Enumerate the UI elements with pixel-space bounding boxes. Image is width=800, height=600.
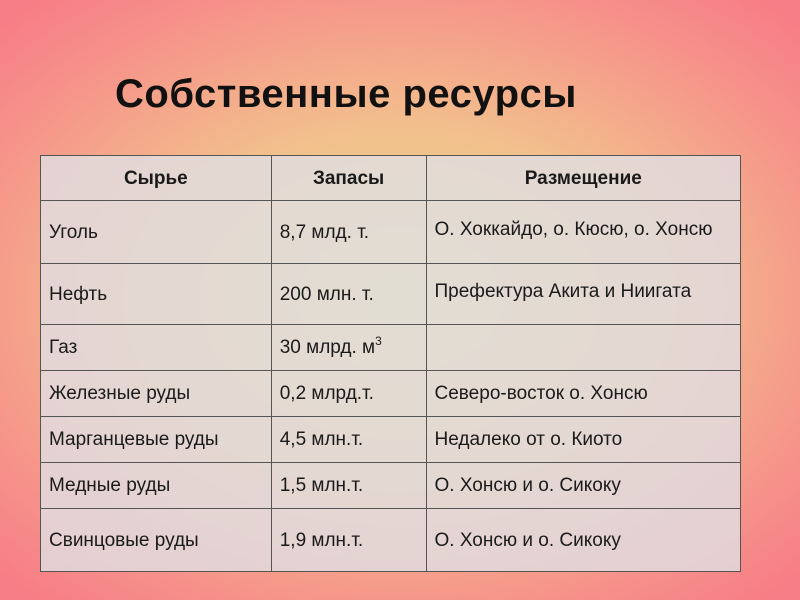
cell-location-text: О. Хоккайдо, о. Кюсю, о. Хонсю bbox=[434, 218, 713, 240]
table-row bbox=[41, 417, 741, 463]
cell-location bbox=[426, 201, 740, 264]
table-row bbox=[41, 264, 741, 325]
cell-location-text: Префектура Акита и Ниигата bbox=[434, 280, 692, 302]
cell-reserves: 0,2 млрд.т. bbox=[271, 371, 426, 417]
table-row bbox=[41, 463, 741, 509]
cell-reserves: 1,9 млн.т. bbox=[271, 509, 426, 572]
table-row bbox=[41, 509, 741, 572]
cell-resource: Марганцевые руды bbox=[41, 417, 272, 463]
cell-resource: Медные руды bbox=[41, 463, 272, 509]
header-raw-material: Сырье bbox=[41, 156, 272, 201]
table-row bbox=[41, 371, 741, 417]
cell-reserves: 1,5 млн.т. bbox=[271, 463, 426, 509]
cell-reserves-superscript: 3 bbox=[375, 334, 382, 348]
header-reserves: Запасы bbox=[271, 156, 426, 201]
cell-resource: Свинцовые руды bbox=[41, 509, 272, 572]
slide-title: Собственные ресурсы bbox=[115, 72, 577, 116]
table-header-row bbox=[41, 156, 741, 201]
cell-location: Северо-восток о. Хонсю bbox=[426, 371, 740, 417]
cell-resource: Уголь bbox=[41, 201, 272, 264]
cell-location: О. Хонсю и о. Сикоку bbox=[426, 509, 740, 572]
resources-table bbox=[40, 155, 741, 572]
cell-location bbox=[426, 325, 740, 371]
cell-resource: Нефть bbox=[41, 264, 272, 325]
cell-location bbox=[426, 264, 740, 325]
cell-location: Недалеко от о. Киото bbox=[426, 417, 740, 463]
cell-reserves: 4,5 млн.т. bbox=[271, 417, 426, 463]
cell-reserves bbox=[271, 325, 426, 371]
table-row bbox=[41, 325, 741, 371]
cell-resource: Газ bbox=[41, 325, 272, 371]
cell-resource: Железные руды bbox=[41, 371, 272, 417]
header-location: Размещение bbox=[426, 156, 740, 201]
cell-location: О. Хонсю и о. Сикоку bbox=[426, 463, 740, 509]
table-row bbox=[41, 201, 741, 264]
cell-reserves-text: 30 млрд. м bbox=[279, 337, 376, 358]
cell-reserves: 200 млн. т. bbox=[271, 264, 426, 325]
cell-reserves: 8,7 млд. т. bbox=[271, 201, 426, 264]
